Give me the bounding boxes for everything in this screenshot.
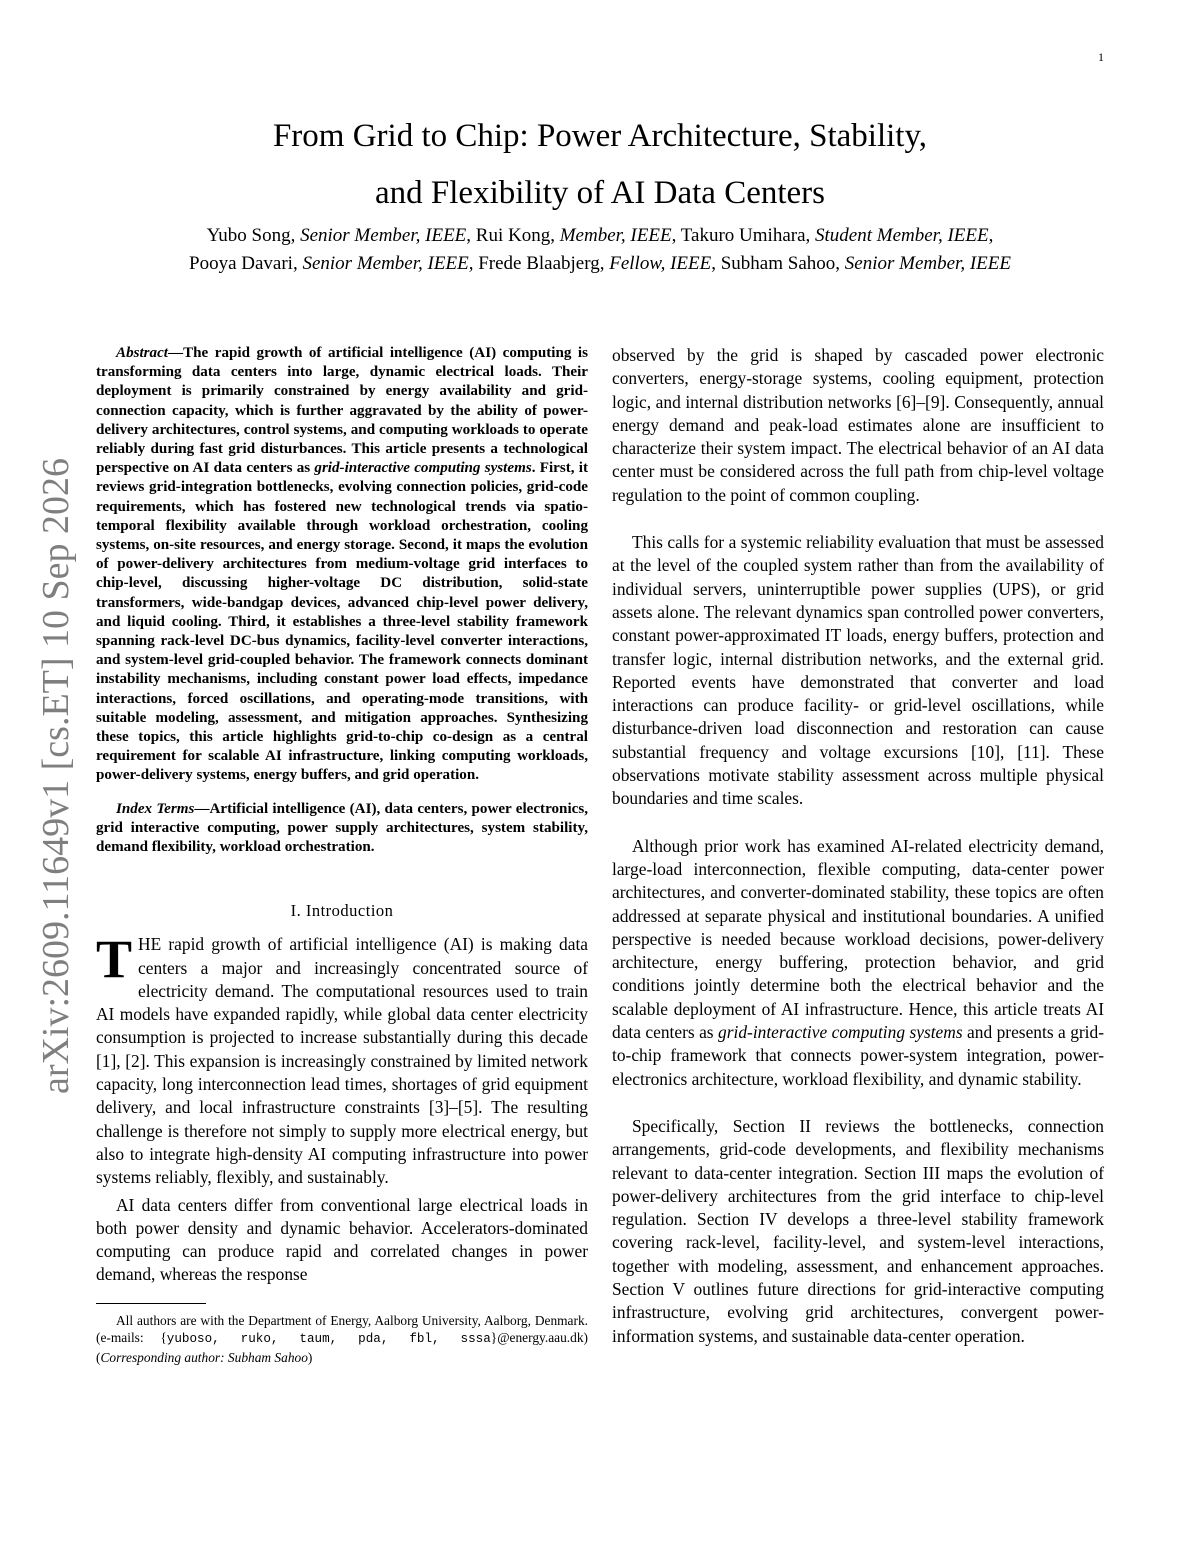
author-name: Yubo Song, [206, 225, 301, 246]
index-terms-label: Index Terms [116, 800, 195, 817]
footnote-text-c: ) [307, 1349, 313, 1365]
drop-cap: T [96, 929, 133, 990]
right-paragraph-4: Specifically, Section II reviews the bottlenecks, connection arrangements, grid-code developments, and flexibility mechanisms relevant to data-center integration. Section III maps the evolution of power-delivery architectures from the grid interface to chip-level regulation. Section IV develops a three-level stability framework covering rack-level, facility-level, and system-level interactions, together with modeling, assessment, and enhancement approaches. Section V outlines future directions for grid-interactive computing infrastructure, evolving grid architectures, convergent power-information systems, and sustainable data-center operation. [612, 1115, 1104, 1346]
footnote-text-a: All authors are with the Department of Energy, Aalborg University, Aalborg, Denmark. (e-mails: { [96, 1312, 588, 1346]
author-name: , Takuro Umihara, [671, 225, 816, 246]
abstract-label: Abstract [116, 345, 168, 361]
index-terms-text: —Artificial intelligence (AI), data centers, power electronics, grid interactive computing, power supply architectures, system stability, demand flexibility, workload orchestration. [96, 800, 588, 856]
footnote-emails: yuboso, ruko, taum, pda, fbl, sssa [166, 1332, 491, 1347]
author-list [0, 222, 1200, 278]
author-name: , Frede Blaabjerg, [468, 253, 610, 274]
author-name: , Rui Kong, [466, 225, 560, 246]
right-paragraph-3-text-b: and presents a grid-to-chip framework that connects power-system integration, power-electronics architecture, workload flexibility, and dynamic stability. [612, 1022, 1104, 1089]
author-name: Pooya Davari, [189, 253, 303, 274]
author-line-2 [0, 250, 1200, 278]
left-column [96, 344, 588, 1366]
footnote-divider [96, 1303, 206, 1304]
abstract [96, 344, 588, 786]
index-terms [96, 800, 588, 858]
title-line-2: and Flexibility of AI Data Centers [375, 175, 825, 211]
corresponding-author: Corresponding author: Subham Sahoo [100, 1349, 308, 1365]
author-line-1 [0, 222, 1200, 250]
intro-paragraph-1-text: HE rapid growth of artificial intelligence (AI) is making data centers a major and increasingly concentrated source of electricity demand. The computational resources used to train AI models have expanded rapidly, while global data center electricity consumption is projected to increase substantially during this decade [1], [2]. This expansion is increasingly constrained by limited network capacity, long interconnection lead times, shortages of grid equipment delivery, and local infrastructure constraints [3]–[5]. The resulting challenge is therefore not simply to supply more electrical energy, but also to integrate high-density AI computing infrastructure into power systems reliably, flexibly, and sustainably. [96, 934, 588, 1188]
arxiv-identifier-stamp[interactable]: arXiv:2609.11649v1 [cs.ET] 10 Sep 2026 [35, 457, 77, 1095]
author-separator: , [988, 225, 994, 246]
title-line-1: From Grid to Chip: Power Architecture, Stability, [272, 118, 928, 154]
section-heading-introduction: I. Introduction [290, 901, 394, 921]
footnote-text-b: }@energy.aau.dk) ( [96, 1330, 588, 1365]
right-paragraph-3-text-a: Although prior work has examined AI-related electricity demand, large-load interconnection, flexible computing, data-center power architectures, and converter-dominated stability, these topics are often addressed at separate physical and institutional boundaries. A unified perspective is needed because workload decisions, power-delivery architecture, energy buffering, protection behavior, and grid conditions jointly determine both the electrical behavior and the scalable deployment of AI infrastructure. Hence, this article treats AI data centers as [612, 835, 1104, 1043]
right-paragraph-3 [612, 835, 1104, 1091]
author-affiliation: Fellow, IEEE [609, 253, 712, 274]
author-affiliation: Senior Member, IEEE [302, 253, 469, 274]
abstract-text-a: —The rapid growth of artificial intelligence (AI) computing is transforming data centers into large, dynamic electrical loads. Their deployment is primarily constrained by energy availability and grid-connection capacity, which is further aggravated by the ability of power-delivery architectures, control systems, and computing workloads to operate reliably during fast grid disturbances. This article presents a technological perspective on AI data centers as [96, 345, 588, 477]
author-name: , Subham Sahoo, [711, 253, 845, 274]
abstract-text-b: . First, it reviews grid-integration bottlenecks, evolving connection policies, grid-code requirements, which has fostered new technological trends via spatio-temporal flexibility available through workload orchestration, cooling systems, on-site resources, and energy storage. Second, it maps the evolution of power-delivery architectures from medium-voltage grid interfaces to chip-level, discussing higher-voltage DC distribution, solid-state transformers, wide-bandgap devices, advanced chip-level power delivery, and liquid cooling. Third, it establishes a three-level stability framework spanning rack-level DC-bus dynamics, facility-level converter interactions, and system-level grid-coupled behavior. The framework connects dominant instability mechanisms, including constant power load effects, impedance interactions, forced oscillations, and operating-mode transitions, with suitable modeling, assessment, and mitigation approaches. Synthesizing these topics, this article highlights grid-to-chip co-design as a central requirement for scalable AI infrastructure, linking computing workloads, power-delivery systems, energy buffers, and grid operation. [96, 460, 588, 784]
author-footnote [96, 1312, 588, 1367]
page-number: 1 [1098, 50, 1104, 64]
paper-title [0, 108, 1200, 222]
author-affiliation: Senior Member, IEEE [300, 225, 467, 246]
author-affiliation: Member, IEEE [559, 225, 672, 246]
right-column [612, 344, 1104, 1372]
right-paragraph-3-emphasis: grid-interactive computing systems [718, 1022, 963, 1043]
author-affiliation: Student Member, IEEE [815, 225, 989, 246]
abstract-emphasis: grid-interactive computing systems [314, 460, 532, 477]
intro-paragraph-1 [96, 929, 588, 1189]
right-paragraph-1: observed by the grid is shaped by cascaded power electronic converters, energy-storage systems, cooling equipment, protection logic, and internal distribution networks [6]–[9]. Consequently, annual energy demand and peak-load estimates alone are insufficient to characterize their system impact. The electrical behavior of an AI data center must be considered across the full path from chip-level voltage regulation to the point of common coupling. [612, 345, 1104, 505]
right-paragraph-2: This calls for a systemic reliability evaluation that must be assessed at the level of the coupled system rather than from the availability of individual servers, uninterruptible power supplies (UPS), or grid assets alone. The relevant dynamics span controlled power converters, constant power-approximated IT loads, energy buffers, protection and transfer logic, internal distribution networks, and the external grid. Reported events have demonstrated that converter and load interactions can produce facility- or grid-level oscillations, while disturbance-driven load disconnection and restoration can cause substantial frequency and voltage excursions [10], [11]. These observations motivate stability assessment across multiple physical boundaries and time scales. [612, 532, 1104, 809]
intro-paragraph-2: AI data centers differ from conventional large electrical loads in both power density and dynamic behavior. Accelerators-dominated computing can produce rapid and correlated changes in power demand, whereas the response [96, 1194, 588, 1285]
author-affiliation: Senior Member, IEEE [844, 253, 1011, 274]
